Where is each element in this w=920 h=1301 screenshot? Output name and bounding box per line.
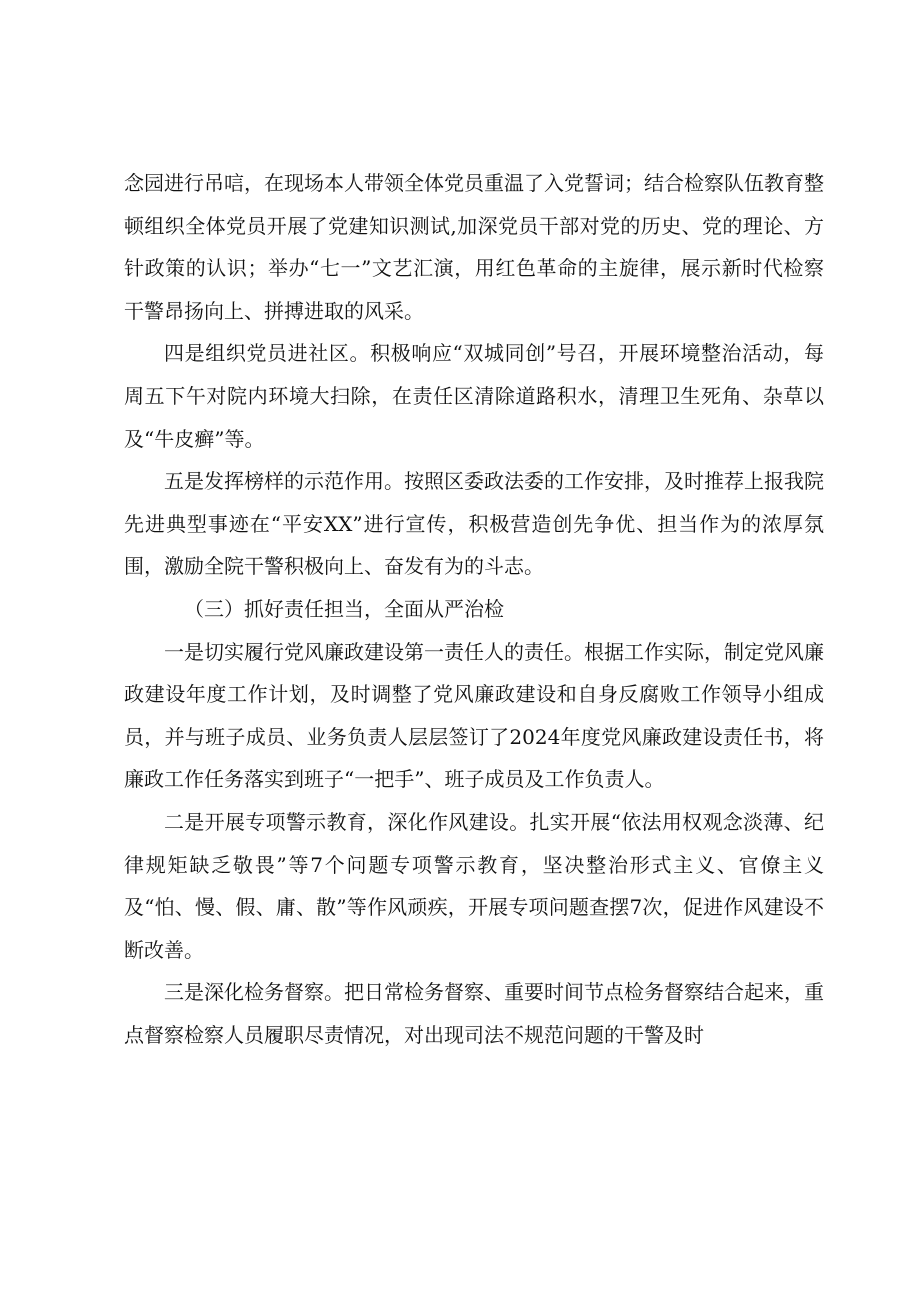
paragraph-responsibility: 一是切实履行党风廉政建设第一责任人的责任。根据工作实际，制定党风廉政建设年度工作计划，及时调整了党风廉政建设和自身反腐败工作领导小组成员，并与班子成员、业务负责人层层签订了2024年度党风廉政建设责任书，将廉政工作任务落实到班子“一把手”、班子成员及工作负责人。 [124, 639, 824, 792]
paragraph-role-model: 五是发挥榜样的示范作用。按照区委政法委的工作安排，及时推荐上报我院先进典型事迹在“平安XX”进行宣传，积极营造创先争优、担当作为的浓厚氛围，激励全院干警积极向上、奋发有为的斗志。 [124, 469, 824, 579]
section-heading: （三）抓好责任担当，全面从严治检 [184, 596, 504, 621]
paragraph-continued: 念园进行吊唁，在现场本人带领全体党员重温了入党誓词；结合检察队伍教育整顿组织全体党员开展了党建知识测试,加深党员干部对党的历史、党的理论、方针政策的认识；举办“七一”文艺汇演，用红色革命的主旋律，展示新时代检察干警昂扬向上、拼搏进取的风采。 [124, 171, 824, 323]
document-body [124, 162, 824, 1056]
paragraph-community: 四是组织党员进社区。积极响应“双城同创”号召，开展环境整治活动，每周五下午对院内环境大扫除，在责任区清除道路积水，清理卫生死角、杂草以及“牛皮癣”等。 [124, 341, 824, 451]
paragraph-inspection: 三是深化检务督察。把日常检务督察、重要时间节点检务督察结合起来，重点督察检察人员履职尽责情况，对出现司法不规范问题的干警及时 [124, 980, 824, 1047]
paragraph-warning-education: 二是开展专项警示教育，深化作风建设。扎实开展“依法用权观念淡薄、纪律规矩缺乏敬畏”等7个问题专项警示教育，坚决整治形式主义、官僚主义及“怕、慢、假、庸、散”等作风顽疾，开展专项问题查摆7次，促进作风建设不断改善。 [124, 809, 824, 962]
